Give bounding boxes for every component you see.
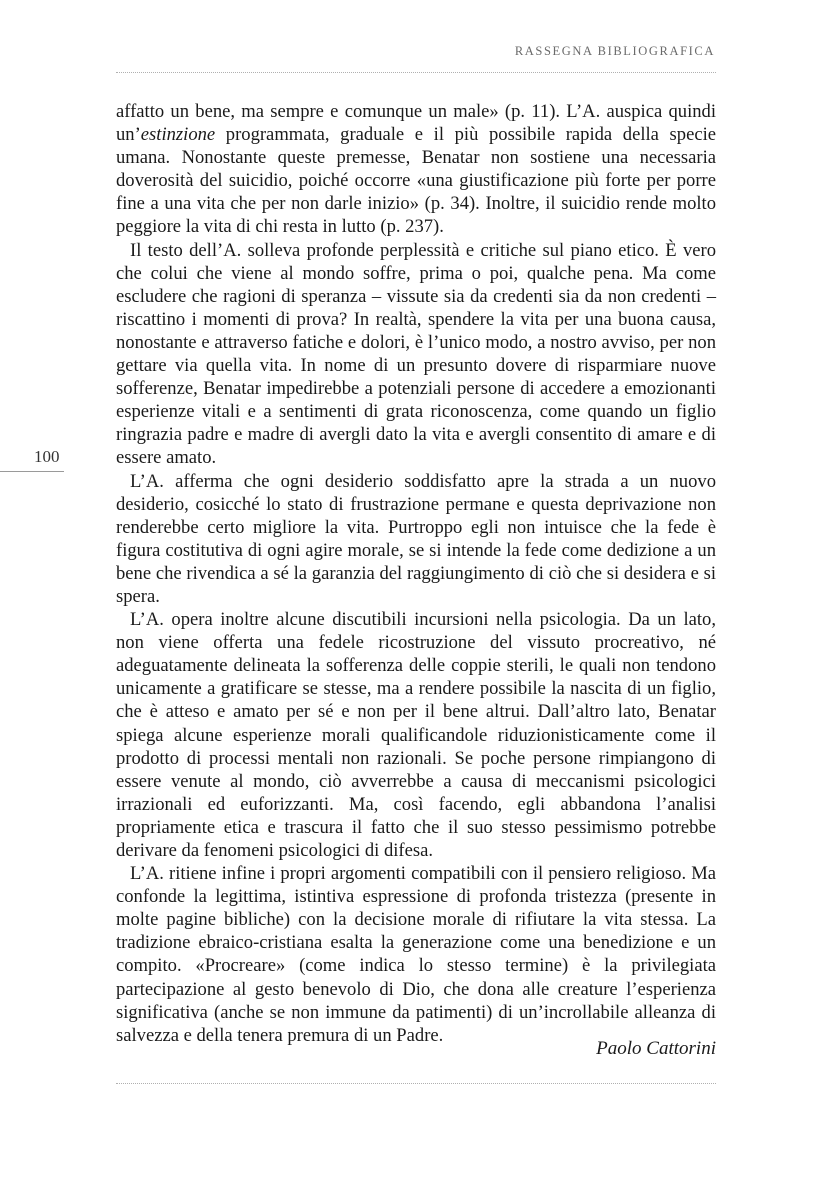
header-rule <box>116 72 716 73</box>
author-signature: Paolo Cattorini <box>596 1038 716 1059</box>
paragraph-5: L’A. ritiene infine i propri argomenti compatibili con il pensiero religioso. Ma confonde la legittima, istintiva espressione di profonda tristezza (presente in molte pagine bibliche) con la decisione morale di rifiutare la vita stessa. La tradizione ebraico-cristiana esalta la generazione come una benedizione e un compito. «Procreare» (come indica lo stesso termine) è la privilegiata partecipazione al gesto benevolo di Dio, che dona alle creature l’esperienza significativa (anche se non immune da patimenti) di un’incrollabile alleanza di salvezza e della tenera premura di un Padre. <box>116 863 716 1046</box>
paragraph-1 <box>116 100 716 239</box>
page-number-rule <box>0 471 64 472</box>
emphasis-estinzione: estinzione <box>140 124 216 146</box>
page-number: 100 <box>34 447 60 466</box>
article-body <box>116 100 716 1047</box>
running-head: RASSEGNA BIBLIOGRAFICA <box>514 44 715 58</box>
paragraph-1-text-a: affatto un bene, ma sempre e comunque un male» (p. 11). L’A. auspica quindi un’ <box>116 101 716 146</box>
paragraph-2: Il testo dell’A. solleva profonde perplessità e critiche sul piano etico. È vero che colui che viene al mondo soffre, prima o poi, qualche pena. Ma come escludere che ragioni di speranza – vissute sia da credenti sia da non credenti – riscattino i momenti di prova? In realtà, spendere la vita per una buona causa, nonostante e attraverso fatiche e dolori, è l’unico modo, a nostro avviso, per non gettare via quella vita. In nome di un presunto dovere di risparmiare nuove sofferenze, Benatar impedirebbe a potenziali persone di accedere a emozionanti esperienze vitali e a sentimenti di grata riconoscenza, come quando un figlio ringrazia padre e madre di avergli dato la vita e avergli consentito di amare e di essere amato. <box>116 239 716 469</box>
paragraph-3: L’A. afferma che ogni desiderio soddisfatto apre la strada a un nuovo desiderio, cosicché lo stato di frustrazione permane e questa deprivazione non renderebbe certo migliore la vita. Purtroppo egli non intuisce che la fede è figura costitutiva di ogni agire morale, se si intende la fede come dedizione a un bene che rivendica a sé la garanzia del raggiungimento di ciò che si desidera e si spera. <box>116 470 716 607</box>
paragraph-1-text-b: programmata, graduale e il più possibile rapida della specie umana. Nonostante queste premesse, Benatar non sostiene una necessaria doverosità del suicidio, poiché occorre «una giustificazione più forte per porre fine a una vita che per non darle inizio» (p. 34). Inoltre, il suicidio rende molto peggiore la vita di chi resta in lutto (p. 237). <box>116 124 716 238</box>
paragraph-4: L’A. opera inoltre alcune discutibili incursioni nella psicologia. Da un lato, non viene offerta una fedele ricostruzione del vissuto procreativo, né adeguatamente delineata la sofferenza delle coppie sterili, le quali non tendono unicamente a gratificare se stesse, ma a rendere possibile la nascita di un figlio, che è atteso e amato per sé e non per il bene altrui. Dall’altro lato, Benatar spiega alcune esperienze morali qualificandole riduzionisticamente come il prodotto di processi mentali non razionali. Se poche persone rimpiangono di essere venute al mondo, ciò avverrebbe a causa di meccanismi psicologici irrazionali ed euforizzanti. Ma, così facendo, egli abbandona l’analisi propriamente etica e trascura il fatto che il suo stesso pessimismo potrebbe derivare da fenomeni psicologici di difesa. <box>116 609 716 861</box>
footer-rule <box>116 1083 716 1084</box>
